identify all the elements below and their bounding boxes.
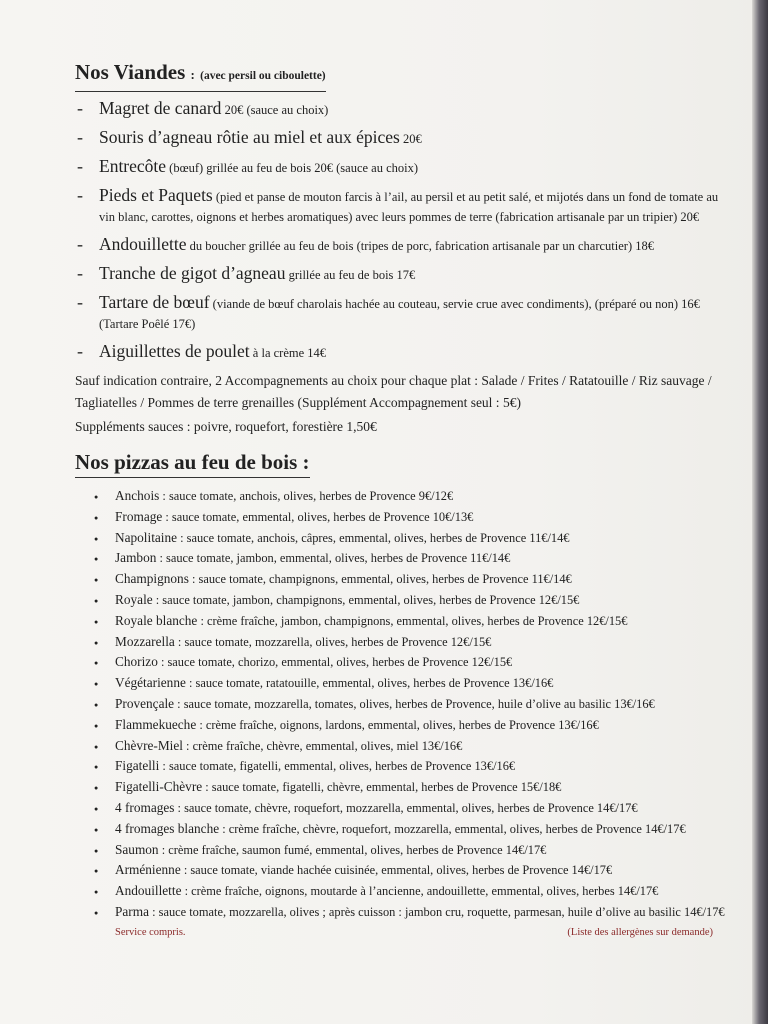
page-edge-shadow <box>752 0 768 1024</box>
dash-marker: - <box>77 127 83 147</box>
pizza-item <box>75 819 725 840</box>
bullet-icon: ● <box>94 867 99 876</box>
pizza-name: Figatelli-Chèvre <box>115 779 203 795</box>
pizza-desc: : sauce tomate, jambon, champignons, emmental, olives, herbes de Provence 12€/15€ <box>152 592 580 607</box>
meat-name: Tranche de gigot d’agneau <box>99 263 286 283</box>
meat-name: Tartare de bœuf <box>99 292 210 312</box>
bullet-icon: ● <box>94 680 99 689</box>
viandes-title: Nos Viandes : (avec persil ou ciboulette) <box>75 58 326 92</box>
pizza-name: Royale <box>115 591 153 607</box>
bullet-icon: ● <box>94 513 99 522</box>
meat-desc: 20€ (sauce au choix) <box>221 103 329 117</box>
meat-desc: (viande de bœuf charolais hachée au couteau, servie crue avec condiments), (préparé ou non) 16€ (Tartare Poêlé 17€) <box>99 297 700 331</box>
bullet-icon: ● <box>94 534 99 543</box>
bullet-icon: ● <box>94 700 99 709</box>
pizza-item <box>75 756 725 777</box>
meat-item <box>75 263 725 285</box>
bullet-icon: ● <box>94 493 99 501</box>
pizza-list <box>75 486 725 923</box>
pizza-name: 4 fromages <box>115 799 175 815</box>
pizza-name: Napolitaine <box>115 529 178 545</box>
pizza-item <box>75 902 725 923</box>
bullet-icon: ● <box>94 825 99 834</box>
bullet-icon: ● <box>94 555 99 564</box>
pizza-name: Andouillette <box>115 883 182 899</box>
pizza-name: Parma <box>115 903 149 919</box>
bullet-icon: ● <box>94 846 99 855</box>
service-note: Service compris. <box>115 926 186 938</box>
pizza-item <box>75 673 725 694</box>
meat-desc: à la crème 14€ <box>249 346 327 360</box>
pizza-desc: : crème fraîche, chèvre, emmental, olives, miel 13€/16€ <box>182 738 463 753</box>
pizza-name: 4 fromages blanche <box>115 820 220 836</box>
pizza-desc: : sauce tomate, emmental, olives, herbes de Provence 10€/13€ <box>162 509 474 524</box>
pizza-desc: : crème fraîche, jambon, champignons, emmental, olives, herbes de Provence 12€/15€ <box>197 613 628 628</box>
bullet-icon: ● <box>94 721 99 730</box>
pizza-desc: : sauce tomate, viande hachée cuisinée, emmental, olives, herbes de Provence 14€/17€ <box>180 863 613 878</box>
menu-content <box>75 58 725 947</box>
meat-name: Andouillette <box>99 234 187 254</box>
dash-marker: - <box>77 234 83 254</box>
meat-name: Entrecôte <box>99 156 167 176</box>
pizza-name: Champignons <box>115 571 189 587</box>
pizza-desc: : sauce tomate, chèvre, roquefort, mozzarella, emmental, olives, herbes de Provence 14€/17€ <box>174 800 638 815</box>
pizza-desc: : sauce tomate, figatelli, chèvre, emmental, herbes de Provence 15€/18€ <box>202 780 562 795</box>
pizza-name: Saumon <box>115 841 159 857</box>
pizza-desc: : sauce tomate, figatelli, emmental, olives, herbes de Provence 13€/16€ <box>159 759 516 774</box>
meat-name: Aiguillettes de poulet <box>99 341 250 361</box>
pizza-item <box>75 777 725 798</box>
meat-item <box>75 98 725 120</box>
pizza-name: Jambon <box>115 550 157 566</box>
meat-name: Souris d’agneau rôtie au miel et aux épices <box>99 127 400 147</box>
meat-desc: 20€ <box>399 132 422 146</box>
meat-name: Magret de canard <box>99 98 222 118</box>
meat-item <box>75 341 725 363</box>
bullet-icon: ● <box>94 617 99 626</box>
pizza-name: Végétarienne <box>115 675 186 691</box>
bullet-icon: ● <box>94 659 99 668</box>
pizza-item <box>75 486 725 507</box>
pizza-name: Mozzarella <box>115 633 175 649</box>
pizza-item <box>75 507 725 528</box>
sauces-text: Suppléments sauces : poivre, roquefort, forestière 1,50€ <box>75 419 377 434</box>
pizza-item <box>75 840 725 861</box>
allergens-note: (Liste des allergènes sur demande) <box>567 926 713 938</box>
bullet-icon: ● <box>94 576 99 585</box>
pizza-desc: : sauce tomate, mozzarella, olives, herbes de Provence 12€/15€ <box>174 634 492 649</box>
pizza-item <box>75 715 725 736</box>
pizza-name: Arménienne <box>115 862 181 878</box>
pizza-item <box>75 736 725 757</box>
meat-desc: (pied et panse de mouton farcis à l’ail, au persil et au petit salé, et mijotés dans un fond de tomate au vin blanc, carottes, oignons et herbes aromatiques) avec leurs pommes de terre (fabrication artisanale par un tripier) 20€ <box>99 190 719 224</box>
pizza-item <box>75 590 725 611</box>
bullet-icon: ● <box>94 804 99 813</box>
pizza-desc: : sauce tomate, chorizo, emmental, olives, herbes de Provence 12€/15€ <box>157 655 513 670</box>
pizza-item <box>75 611 725 632</box>
pizza-desc: : crème fraîche, oignons, lardons, emmental, olives, herbes de Provence 13€/16€ <box>196 717 599 732</box>
bullet-icon: ● <box>94 888 99 897</box>
bullet-icon: ● <box>94 763 99 772</box>
pizza-item <box>75 548 725 569</box>
dash-marker: - <box>77 185 83 205</box>
pizza-desc: : sauce tomate, jambon, emmental, olives, herbes de Provence 11€/14€ <box>156 551 511 566</box>
meat-item <box>75 292 725 334</box>
accompagnements-text: Sauf indication contraire, 2 Accompagnements au choix pour chaque plat : Salade / Frites / Ratatouille / Riz sauvage / Tagliatelles / Pommes de terre grenailles (Supplément Accompagnement seul : 5€) <box>75 373 712 410</box>
pizza-name: Anchois <box>115 488 160 503</box>
pizza-name: Figatelli <box>115 758 160 774</box>
bullet-icon: ● <box>94 784 99 793</box>
bullet-icon: ● <box>94 908 99 917</box>
pizza-name: Fromage <box>115 508 163 524</box>
dash-marker: - <box>77 292 83 312</box>
dash-marker: - <box>77 341 83 361</box>
pizza-item <box>75 652 725 673</box>
pizza-item <box>75 569 725 590</box>
dash-marker: - <box>77 98 83 118</box>
viandes-note: (avec persil ou ciboulette) <box>200 70 326 82</box>
pizza-desc: : crème fraîche, chèvre, roquefort, mozzarella, emmental, olives, herbes de Provence 14€/17€ <box>219 821 686 836</box>
pizza-desc: : sauce tomate, ratatouille, emmental, olives, herbes de Provence 13€/16€ <box>185 676 554 691</box>
pizza-item <box>75 528 725 549</box>
meat-item <box>75 185 725 227</box>
pizza-desc: : sauce tomate, champignons, emmental, olives, herbes de Provence 11€/14€ <box>188 572 572 587</box>
bullet-icon: ● <box>94 596 99 605</box>
bullet-icon: ● <box>94 638 99 647</box>
meat-list <box>75 98 725 363</box>
pizza-item <box>75 798 725 819</box>
meat-desc: du boucher grillée au feu de bois (tripes de porc, fabrication artisanale par un charcutier) 18€ <box>186 239 654 253</box>
pizza-item <box>75 860 725 881</box>
pizza-name: Provençale <box>115 695 175 711</box>
pizzas-title: Nos pizzas au feu de bois : <box>75 448 310 478</box>
pizza-item <box>75 694 725 715</box>
pizza-name: Chèvre-Miel <box>115 737 183 753</box>
pizza-desc: : sauce tomate, anchois, olives, herbes de Provence 9€/12€ <box>159 489 454 503</box>
pizza-desc: : crème fraîche, oignons, moutarde à l’ancienne, andouillette, emmental, olives, herbes 14€/17€ <box>181 884 659 899</box>
pizza-desc: : sauce tomate, mozzarella, tomates, olives, herbes de Provence, huile d’olive au basilic 13€/16€ <box>174 696 655 711</box>
meat-desc: (bœuf) grillée au feu de bois 20€ (sauce au choix) <box>166 161 419 175</box>
meat-desc: grillée au feu de bois 17€ <box>285 268 416 282</box>
meat-name: Pieds et Paquets <box>99 185 213 205</box>
pizza-name: Flammekueche <box>115 716 197 732</box>
meat-item <box>75 156 725 178</box>
pizza-desc: : sauce tomate, anchois, câpres, emmental, olives, herbes de Provence 11€/14€ <box>177 530 570 545</box>
pizza-desc: : crème fraîche, saumon fumé, emmental, olives, herbes de Provence 14€/17€ <box>158 842 547 857</box>
pizza-item <box>75 881 725 902</box>
menu-footer <box>75 927 725 947</box>
pizza-desc: : sauce tomate, mozzarella, olives ; après cuisson : jambon cru, roquette, parmesan, huile d’olive au basilic 14€/17€ <box>148 904 725 919</box>
dash-marker: - <box>77 263 83 283</box>
meat-item <box>75 234 725 256</box>
pizza-name: Chorizo <box>115 654 158 670</box>
meat-item <box>75 127 725 149</box>
dash-marker: - <box>77 156 83 176</box>
pizza-name: Royale blanche <box>115 612 198 628</box>
bullet-icon: ● <box>94 742 99 751</box>
pizza-item <box>75 632 725 653</box>
